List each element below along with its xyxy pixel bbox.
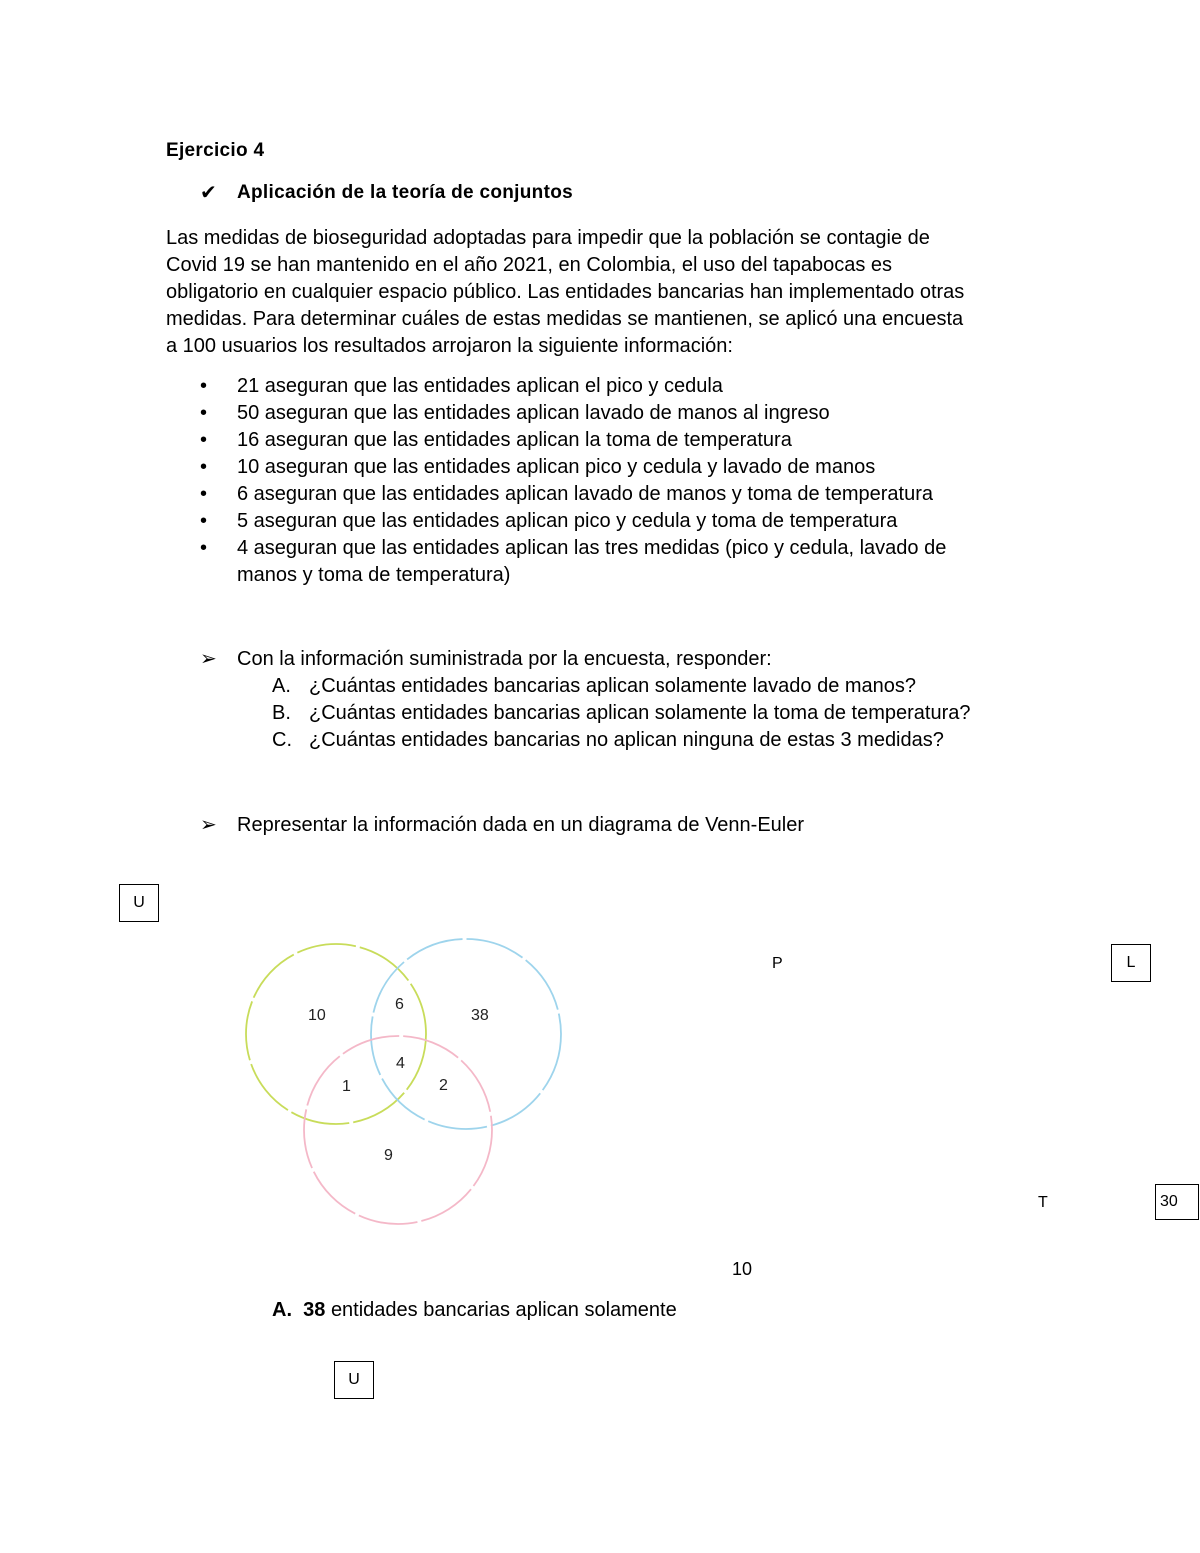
checkmark-icon: ✔ — [200, 182, 217, 204]
answer-value: 38 — [303, 1299, 326, 1321]
set-l-circle — [371, 939, 561, 1129]
paragraph-line: a 100 usuarios los resultados arrojaron la siguiente información: — [166, 335, 733, 357]
question-item: C. ¿Cuántas entidades bancarias no aplican ninguna de estas 3 medidas? — [272, 727, 971, 754]
region-t-only: 9 — [384, 1147, 393, 1164]
answer-a — [272, 1299, 677, 1322]
answer-text: entidades bancarias aplican solamente — [330, 1299, 677, 1321]
universe-box-2: U — [334, 1361, 374, 1399]
region-all: 4 — [396, 1055, 405, 1072]
section-subtitle: Aplicación de la teoría de conjuntos — [237, 182, 573, 203]
question-label: B. — [272, 702, 291, 724]
list-item: • 21 aseguran que las entidades aplican el pico y cedula — [200, 373, 946, 400]
list-item-continuation: manos y toma de temperatura) — [237, 564, 511, 586]
bullet-icon: • — [200, 510, 208, 532]
set-label-l-box: L — [1111, 944, 1151, 982]
bullet-icon: • — [200, 483, 208, 505]
question-label: C. — [272, 729, 292, 751]
bullet-icon: • — [200, 537, 208, 559]
paragraph-line: Las medidas de bioseguridad adoptadas para impedir que la población se contagie de — [166, 227, 930, 249]
list-item: • 5 aseguran que las entidades aplican pico y cedula y toma de temperatura — [200, 508, 946, 535]
universe-box: U — [119, 884, 159, 922]
question-item: B. ¿Cuántas entidades bancarias aplican solamente la toma de temperatura? — [272, 700, 971, 727]
paragraph-line: medidas. Para determinar cuáles de estas medidas se mantienen, se aplicó una encuesta — [166, 308, 964, 330]
bullet-icon: • — [200, 402, 208, 424]
paragraph-line: obligatorio en cualquier espacio público. Las entidades bancarias han implementado otras — [166, 281, 965, 303]
bullet-icon: • — [200, 375, 208, 397]
set-label-p: P — [772, 955, 783, 972]
list-item: • 4 aseguran que las entidades aplican las tres medidas (pico y cedula, lavado de — [200, 535, 946, 562]
bullet-icon: • — [200, 429, 208, 451]
instruction-venn: Representar la información dada en un diagrama de Venn-Euler — [237, 814, 805, 836]
paragraph-line: Covid 19 se han mantenido en el año 2021, en Colombia, el uso del tapabocas es — [166, 254, 893, 276]
answer-label: A. — [272, 1299, 292, 1321]
region-p-l: 6 — [395, 996, 404, 1013]
arrow-bullet-icon: ➢ — [200, 814, 217, 836]
exercise-title: Ejercicio 4 — [166, 140, 265, 161]
list-item: • 16 aseguran que las entidades aplican la toma de temperatura — [200, 427, 946, 454]
region-p-t: 1 — [342, 1078, 351, 1095]
region-p-only: 10 — [308, 1007, 326, 1024]
bullet-icon: • — [200, 456, 208, 478]
list-item: • 50 aseguran que las entidades aplican lavado de manos al ingreso — [200, 400, 946, 427]
question-item: A. ¿Cuántas entidades bancarias aplican solamente lavado de manos? — [272, 673, 971, 700]
question-label: A. — [272, 675, 291, 697]
set-p-circle — [246, 944, 426, 1124]
region-l-t: 2 — [439, 1077, 448, 1094]
set-label-t: T — [1038, 1194, 1048, 1211]
outside-count-box: 30 — [1155, 1184, 1199, 1220]
list-item: • 6 aseguran que las entidades aplican lavado de manos y toma de temperatura — [200, 481, 946, 508]
list-item: • 10 aseguran que las entidades aplican pico y cedula y lavado de manos — [200, 454, 946, 481]
outside-value: 10 — [732, 1259, 753, 1279]
arrow-bullet-icon: ➢ — [200, 648, 217, 670]
region-l-only: 38 — [471, 1007, 489, 1024]
instruction-respond: Con la información suministrada por la encuesta, responder: — [237, 648, 772, 670]
